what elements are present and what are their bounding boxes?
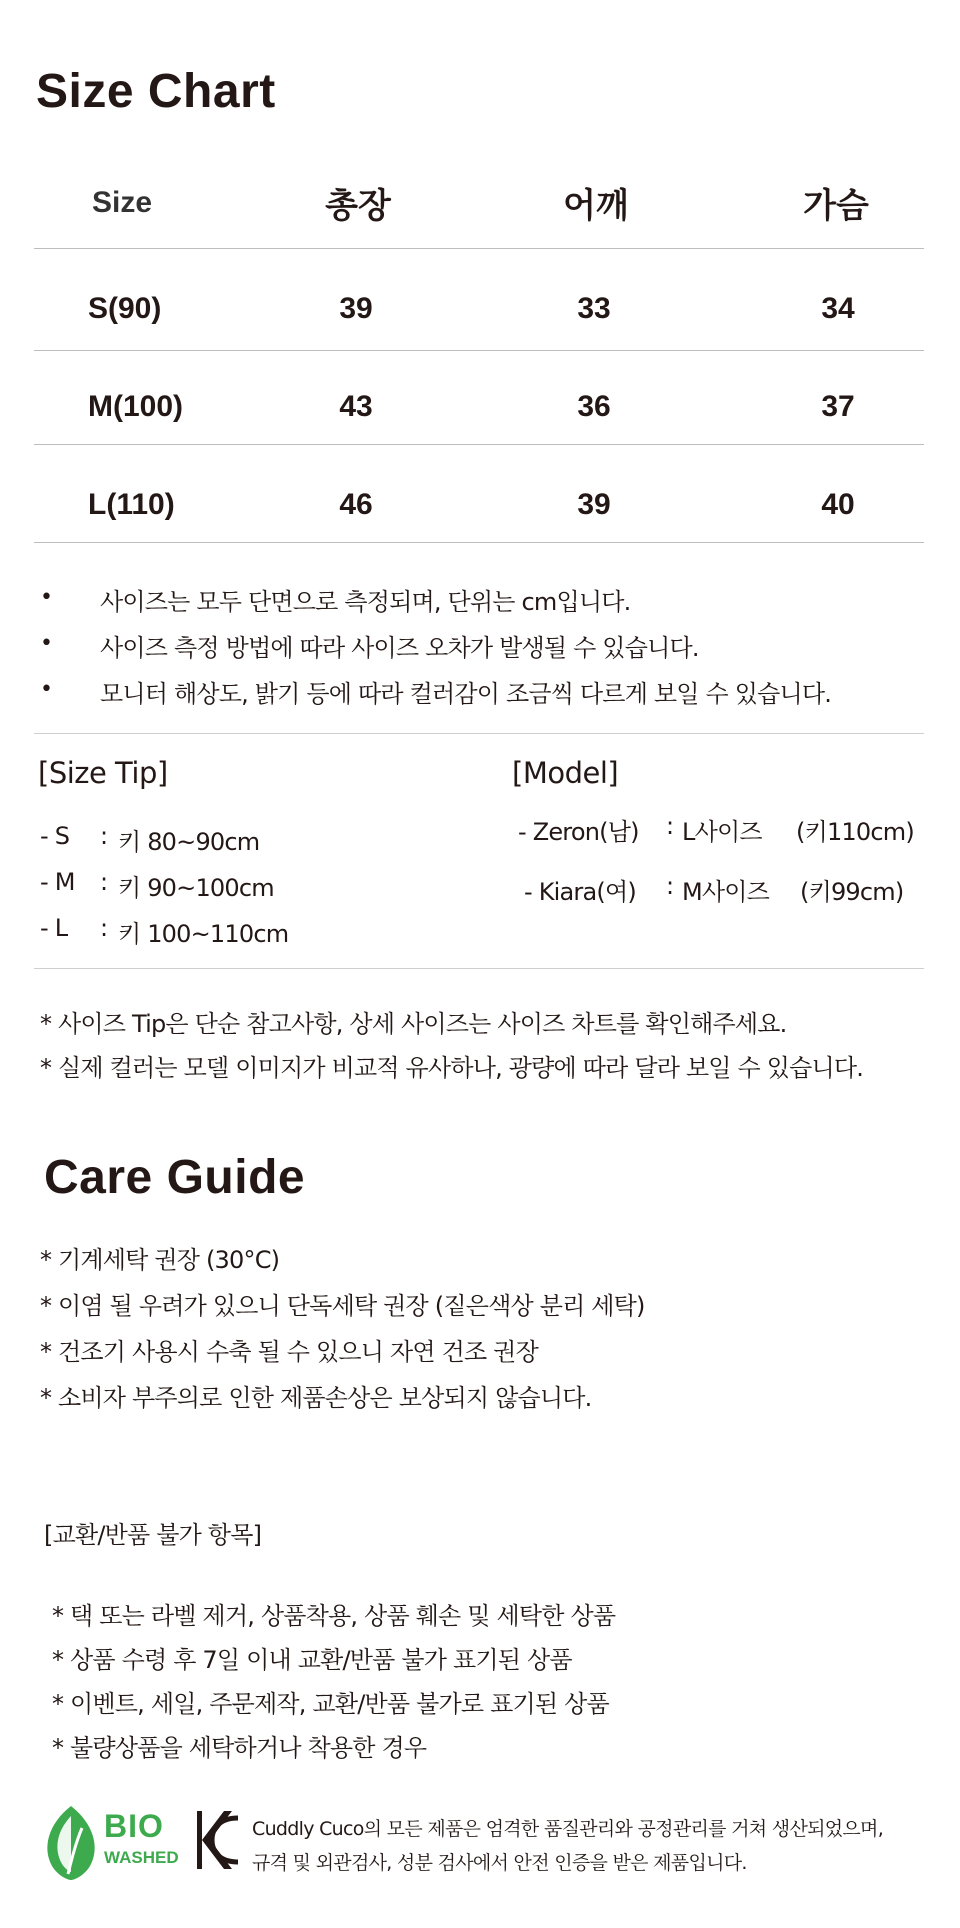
tip-size: - S <box>40 822 70 850</box>
care-item: * 기계세탁 권장 (30°C) <box>40 1246 280 1274</box>
no-return-title: [교환/반품 불가 항목] <box>44 1521 262 1549</box>
tip-sep: : <box>100 822 108 850</box>
section-divider <box>34 968 924 969</box>
care-item: * 이염 될 우려가 있으니 단독세탁 권장 (짙은색상 분리 세탁) <box>40 1292 645 1320</box>
care-guide-title: Care Guide <box>44 1151 306 1204</box>
washed-text: WASHED <box>104 1848 179 1867</box>
tip-sep: : <box>100 914 108 942</box>
note-text: 사이즈 측정 방법에 따라 사이즈 오차가 발생될 수 있습니다. <box>100 634 699 662</box>
model-height: (키110cm) <box>796 818 914 846</box>
chest-cell: 37 <box>821 390 855 423</box>
size-cell: L(110) <box>88 488 175 521</box>
chest-cell: 34 <box>821 292 855 325</box>
table-divider <box>34 542 924 543</box>
size-cell: S(90) <box>88 292 162 325</box>
chest-cell: 40 <box>821 488 855 521</box>
care-item: * 소비자 부주의로 인한 제품손상은 보상되지 않습니다. <box>40 1384 592 1412</box>
bio-washed-logo <box>38 1802 188 1882</box>
length-cell: 39 <box>339 292 373 325</box>
bullet: • <box>40 677 53 702</box>
column-header-shoulder: 어깨 <box>563 186 629 226</box>
footer-text: 규격 및 외관검사, 성분 검사에서 안전 인증을 받은 제품입니다. <box>252 1852 747 1874</box>
no-return-item: * 이벤트, 세일, 주문제작, 교환/반품 불가로 표기된 상품 <box>52 1690 609 1718</box>
kc-mark <box>194 1808 242 1872</box>
leaf-icon <box>38 1802 104 1882</box>
care-item: * 건조기 사용시 수축 될 수 있으니 자연 건조 권장 <box>40 1338 538 1366</box>
shoulder-cell: 33 <box>577 292 611 325</box>
size-cell: M(100) <box>88 390 184 423</box>
shoulder-cell: 39 <box>577 488 611 521</box>
shoulder-cell: 36 <box>577 390 611 423</box>
column-header-size: Size <box>92 186 153 219</box>
column-header-chest: 가슴 <box>803 186 869 226</box>
model-sep: : <box>666 872 674 900</box>
length-cell: 43 <box>339 390 373 423</box>
bio-text: BIO <box>104 1808 164 1844</box>
tip-sep: : <box>100 868 108 896</box>
note-text: 사이즈는 모두 단면으로 측정되며, 단위는 cm입니다. <box>100 588 631 616</box>
bullet: • <box>40 585 53 610</box>
tip-value: 키 90~100cm <box>118 874 274 902</box>
tip-size: - L <box>40 914 68 942</box>
model-title: [Model] <box>512 756 619 790</box>
table-divider <box>34 444 924 445</box>
column-header-length: 총장 <box>325 186 391 226</box>
size-chart-title: Size Chart <box>36 65 276 118</box>
model-height: (키99cm) <box>800 878 904 906</box>
length-cell: 46 <box>339 488 373 521</box>
table-divider <box>34 350 924 351</box>
disclaimer-text: * 실제 컬러는 모델 이미지가 비교적 유사하나, 광량에 따라 달라 보일 수 있습니다. <box>40 1054 864 1082</box>
size-tip-title: [Size Tip] <box>38 756 168 790</box>
model-sep: : <box>666 812 674 840</box>
no-return-item: * 택 또는 라벨 제거, 상품착용, 상품 훼손 및 세탁한 상품 <box>52 1602 616 1630</box>
note-text: 모니터 해상도, 밝기 등에 따라 컬러감이 조금씩 다르게 보일 수 있습니다. <box>100 680 832 708</box>
kc-certification-icon <box>194 1808 242 1872</box>
bullet: • <box>40 631 53 656</box>
model-name: - Zeron(남) <box>518 818 639 846</box>
no-return-item: * 상품 수령 후 7일 이내 교환/반품 불가 표기된 상품 <box>52 1646 572 1674</box>
tip-value: 키 80~90cm <box>118 828 260 856</box>
no-return-item: * 불량상품을 세탁하거나 착용한 경우 <box>52 1734 427 1762</box>
tip-size: - M <box>40 868 75 896</box>
model-name: - Kiara(여) <box>524 878 636 906</box>
section-divider <box>34 733 924 734</box>
footer-text: Cuddly Cuco의 모든 제품은 엄격한 품질관리와 공정관리를 거쳐 생산되었으며, <box>252 1818 884 1840</box>
model-size: M사이즈 <box>682 878 770 906</box>
disclaimer-text: * 사이즈 Tip은 단순 참고사항, 상세 사이즈는 사이즈 차트를 확인해주세요. <box>40 1010 787 1038</box>
table-divider <box>34 248 924 249</box>
model-size: L사이즈 <box>682 818 762 846</box>
tip-value: 키 100~110cm <box>118 920 289 948</box>
